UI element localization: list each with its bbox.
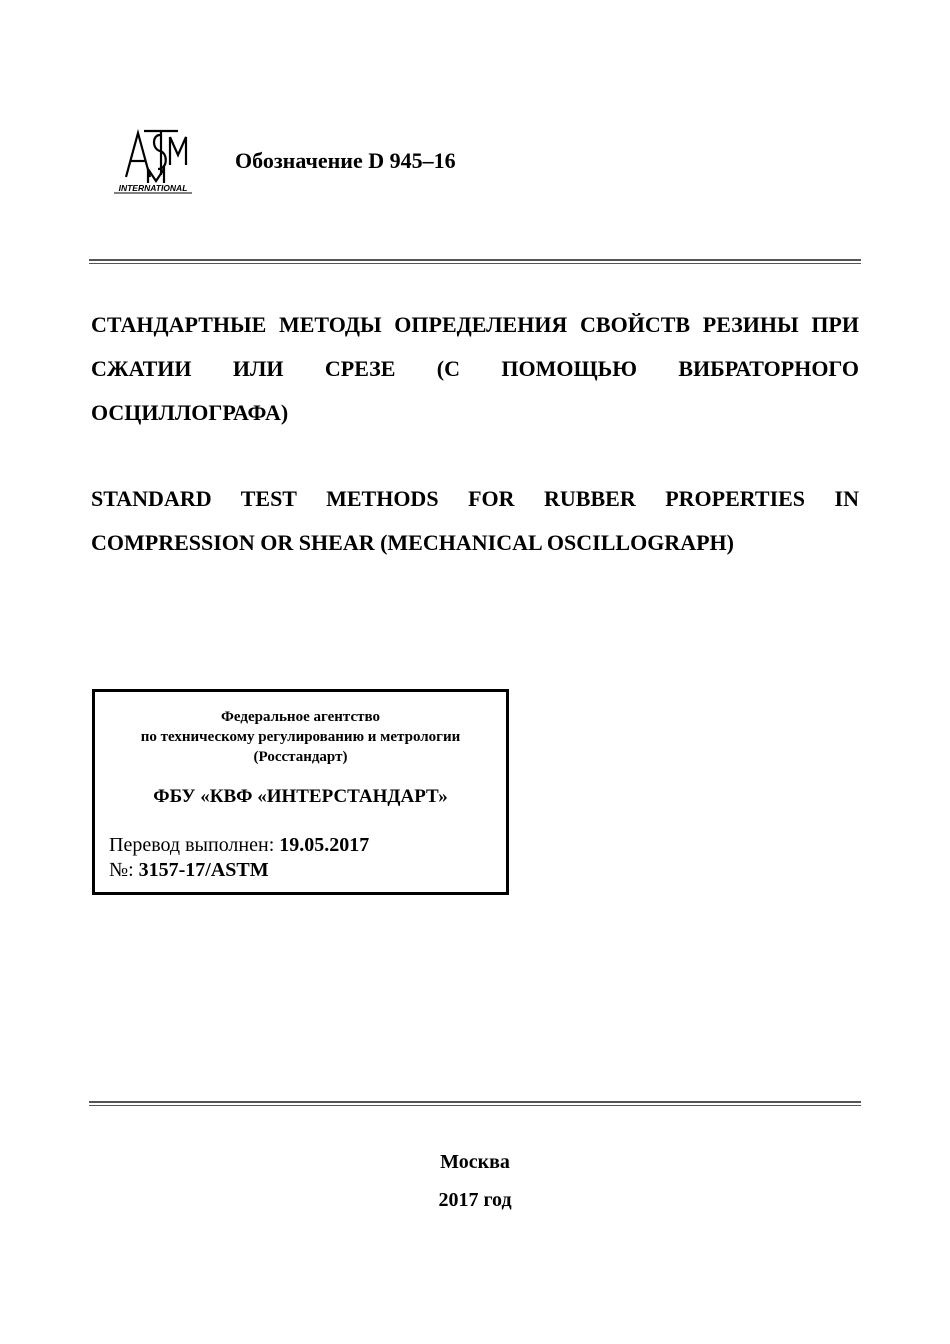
stamp-translation-date: 19.05.2017 [279, 834, 370, 856]
stamp-number-label: №: [109, 859, 139, 881]
title-english: STANDARD TEST METHODS FOR RUBBER PROPERTIES IN COMPRESSION OR SHEAR (MECHANICAL OSCILLOGRAPH) [91, 486, 859, 555]
translation-stamp [92, 689, 509, 895]
stamp-agency-line-2: по техническому регулированию и метрологии [140, 729, 461, 745]
astm-logo-icon [108, 125, 198, 197]
stamp-agency [95, 707, 506, 767]
stamp-number-value: 3157-17/ASTM [138, 859, 269, 881]
stamp-agency-line-1: Федеральное агентство [221, 709, 380, 725]
stamp-translation-date-line [109, 834, 369, 857]
stamp-number-line [109, 859, 269, 882]
header-divider [89, 259, 861, 264]
stamp-organization: ФБУ «КВФ «ИНТЕРСТАНДАРТ» [153, 786, 448, 807]
stamp-agency-line-3: (Росстандарт) [253, 749, 348, 765]
svg-text:INTERNATIONAL: INTERNATIONAL [118, 183, 188, 193]
footer-divider [89, 1101, 861, 1106]
publication-year: 2017 год [438, 1189, 512, 1211]
document-designation: Обозначение D 945–16 [235, 148, 456, 173]
astm-logo [108, 125, 198, 197]
publication-city: Москва [440, 1151, 510, 1173]
stamp-translation-label: Перевод выполнен: [109, 834, 280, 856]
title-russian: СТАНДАРТНЫЕ МЕТОДЫ ОПРЕДЕЛЕНИЯ СВОЙСТВ РЕЗИНЫ ПРИ СЖАТИИ ИЛИ СРЕЗЕ (С ПОМОЩЬЮ ВИБРАТОРНОГО ОСЦИЛЛОГРАФА) [91, 312, 859, 425]
